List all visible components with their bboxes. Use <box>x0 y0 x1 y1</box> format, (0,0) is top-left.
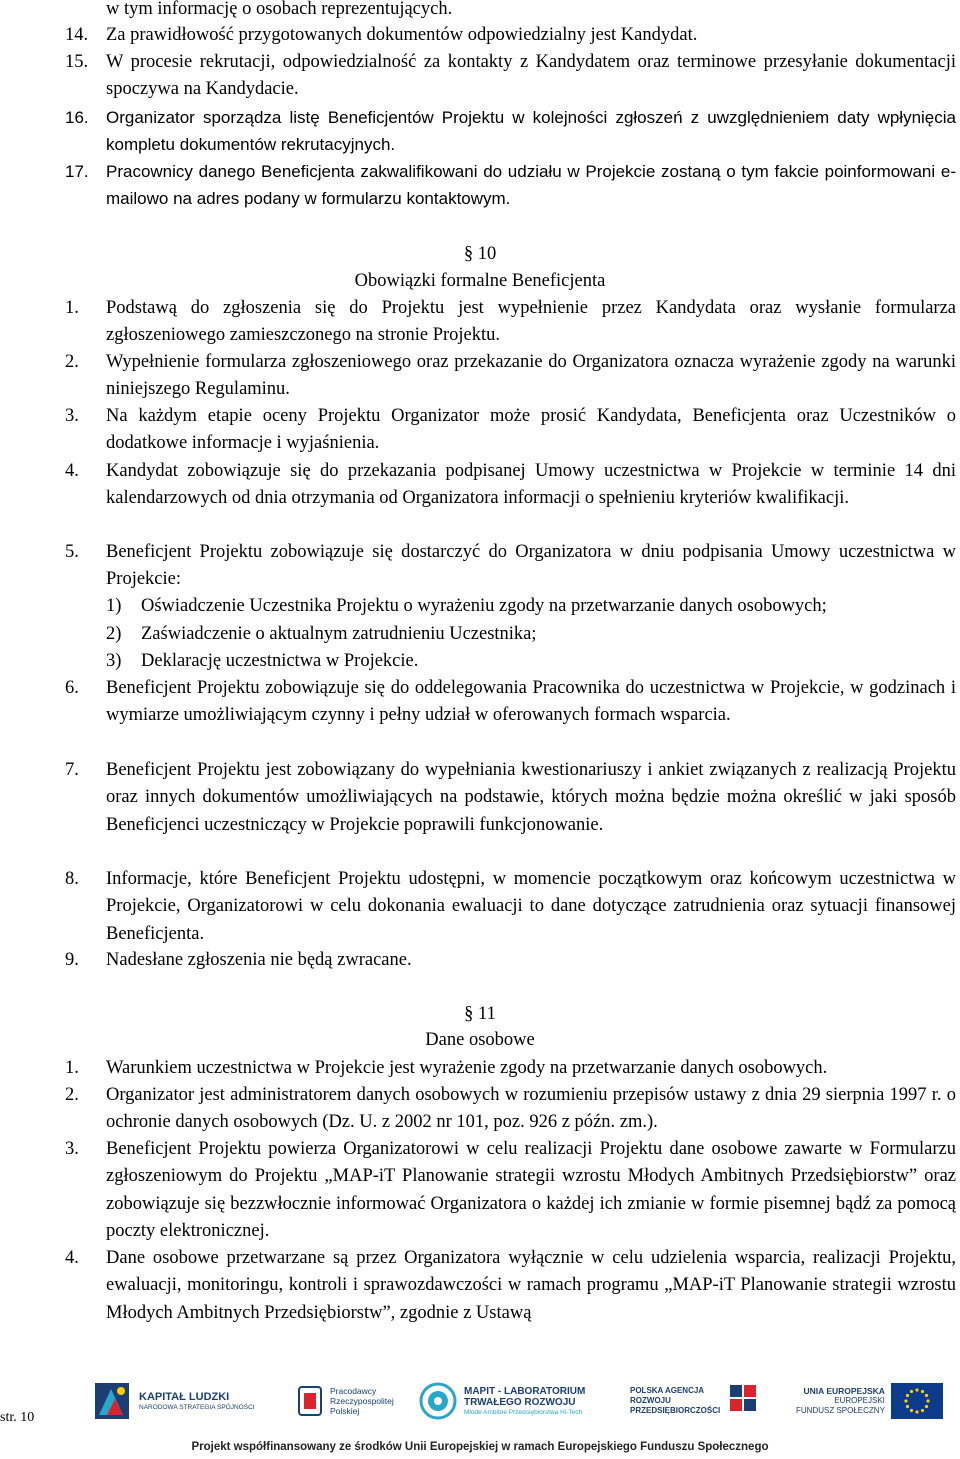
list-item <box>65 866 956 948</box>
eu-logo <box>796 1377 943 1425</box>
page-number: str. 10 <box>0 1410 35 1425</box>
parp-logo <box>630 1377 762 1425</box>
section-11-heading: § 11 <box>464 1004 496 1024</box>
list-text: Beneficjent Projektu powierza Organizatorowi w celu realizacji Projektu dane osobowe zawarte w Formularzu zgłoszeniowym do Projektu „MAP-iT Planowanie strategii wzrostu Młodych Ambitnych Przedsiębiorstw” oraz zobowiązuje się bezzwłocznie informować Organizatora o każdej ich zmianie w formie pisemnej bądź za pomocą poczty elektronicznej. <box>106 1139 956 1241</box>
list-item <box>65 158 956 213</box>
sub-list-number: 2) <box>106 624 122 644</box>
logo-line: Rzeczypospolitej <box>330 1396 394 1406</box>
list-number: 3. <box>65 406 79 426</box>
logo-line: PRZEDSIĘBIORCZOŚCI <box>630 1406 721 1415</box>
list-text: Beneficjent Projektu zobowiązuje się do oddelegowania Pracownika do uczestnictwa w Projekcie, w godzinach i wymiarze umożliwiającym czynny i pełny udział w oferowanych formach wsparcia. <box>106 678 956 726</box>
logo-line: MAPIT - LABORATORIUM <box>464 1385 586 1397</box>
list-text: Kandydat zobowiązuje się do przekazania podpisanej Umowy uczestnictwa w Projekcie w terminie 14 dni kalendarzowych od dnia otrzymania od Organizatora informacji o spełnieniu kryteriów kwalifikacji. <box>106 461 956 509</box>
list-text: Na każdym etapie oceny Projektu Organizator może prosić Kandydata, Beneficjenta oraz Uczestników o dodatkowe informacje i wyjaśnienia. <box>106 406 956 454</box>
list-item <box>65 1055 956 1082</box>
sub-list-item <box>106 648 956 675</box>
sub-list-text: Oświadczenie Uczestnika Projektu o wyrażeniu zgody na przetwarzanie danych osobowych; <box>141 596 827 616</box>
logo-line: TRWAŁEGO ROZWOJU <box>464 1396 576 1408</box>
pracodawcy-rp-logo <box>296 1377 394 1425</box>
logo-line: Młode Ambitne Przedsiębiorstwa Hi-Tech <box>464 1408 583 1416</box>
list-text: Pracownicy danego Beneficjenta zakwalifikowani do udziału w Projekcie zostaną o tym fakcie poinformowani e-mailowo na adres podany w formularzu kontaktowym. <box>106 162 956 209</box>
list-item <box>65 104 956 159</box>
list-text: Nadesłane zgłoszenia nie będą zwracane. <box>106 950 412 970</box>
list-item <box>65 1082 956 1137</box>
list-item <box>65 403 956 458</box>
list-item <box>65 458 956 513</box>
kapital-ludzki-emblem-icon <box>93 1379 133 1423</box>
logo-line: POLSKA AGENCJA <box>630 1386 705 1395</box>
list-number: 14. <box>65 25 89 45</box>
section-10-title: Obowiązki formalne Beneficjenta <box>354 271 606 291</box>
list-text: Informacje, które Beneficjent Projektu udostępni, w momencie początkowym oraz końcowym uczestnictwa w Projekcie, Organizatorowi w celu dokonania ewaluacji to dane dotyczące zatrudnienia oraz sytuacji finansowej Beneficjenta. <box>106 869 956 944</box>
list-item <box>65 349 956 404</box>
list-number: 8. <box>65 869 79 889</box>
sub-list-item <box>106 621 956 648</box>
list-text: Za prawidłowość przygotowanych dokumentów odpowiedzialny jest Kandydat. <box>106 25 698 45</box>
list-number: 17. <box>65 162 89 181</box>
section-10-heading: § 10 <box>463 244 497 264</box>
list-item <box>65 757 956 839</box>
logo-line: UNIA EUROPEJSKA <box>803 1386 885 1396</box>
sub-list-text: Deklarację uczestnictwa w Projekcie. <box>141 651 419 671</box>
logo-line: ROZWOJU <box>630 1396 671 1405</box>
continuation-line <box>106 0 960 23</box>
list-text: Dane osobowe przetwarzane są przez Organizatora wyłącznie w celu udzielenia wsparcia, realizacji Projektu, ewaluacji, monitoringu, kontroli i sprawozdawczości w ramach programu „MAP-iT Planowanie strategii wzrostu Młodych Ambitnych Przedsiębiorstw”, zgodnie z Ustawą <box>106 1248 956 1323</box>
logo-line: KAPITAŁ LUDZKI <box>139 1390 230 1403</box>
list-number: 5. <box>65 542 79 562</box>
list-item <box>65 22 956 49</box>
logo-line: FUNDUSZ SPOŁECZNY <box>796 1406 885 1415</box>
list-text: W procesie rekrutacji, odpowiedzialność za kontakty z Kandydatem oraz terminowe przesyłanie dokumentacji spoczywa na Kandydacie. <box>106 52 956 100</box>
list-text: Wypełnienie formularza zgłoszeniowego oraz przekazanie do Organizatora oznacza wyrażenie zgody na warunki niniejszego Regulaminu. <box>106 352 956 400</box>
logo-line: Polskiej <box>330 1406 360 1416</box>
list-number: 4. <box>65 461 79 481</box>
eu-flag-icon <box>891 1383 943 1419</box>
list-number: 6. <box>65 678 79 698</box>
list-number: 2. <box>65 1085 79 1105</box>
list-item <box>65 675 956 730</box>
list-text: Warunkiem uczestnictwa w Projekcie jest wyrażenie zgody na przetwarzanie danych osobowych. <box>106 1058 828 1078</box>
sub-list-text: Zaświadczenie o aktualnym zatrudnieniu Uczestnika; <box>141 624 537 644</box>
logo-line: NARODOWA STRATEGIA SPÓJNOŚCI <box>139 1403 255 1411</box>
list-number: 1. <box>65 1058 79 1078</box>
list-item <box>65 947 956 974</box>
section-11-title: Dane osobowe <box>425 1030 535 1050</box>
parp-emblem-icon <box>726 1381 762 1421</box>
list-item <box>65 539 956 594</box>
list-item <box>65 49 956 104</box>
list-number: 16. <box>65 108 89 127</box>
list-item <box>65 1245 956 1327</box>
list-text: Podstawą do zgłoszenia się do Projektu jest wypełnienie przez Kandydata oraz wysłanie formularza zgłoszeniowego zamieszczonego na stronie Projektu. <box>106 298 956 346</box>
paragraph-text: w tym informację o osobach reprezentujących. <box>106 0 453 19</box>
list-item <box>65 295 956 350</box>
list-number: 9. <box>65 950 79 970</box>
list-number: 4. <box>65 1248 79 1268</box>
list-number: 15. <box>65 52 89 72</box>
list-text: Beneficjent Projektu jest zobowiązany do wypełniania kwestionariuszy i ankiet związanych z realizacją Projektu oraz innych dokumentów umożliwiających na podstawie, których można będzie można określić w jaki sposób Beneficjenci uczestniczący w Projekcie poprawili funkcjonowanie. <box>106 760 956 835</box>
list-text: Organizator sporządza listę Beneficjentów Projektu w kolejności zgłoszeń z uwzględnieniem daty wpłynięcia kompletu dokumentów rekrutacyjnych. <box>106 108 956 155</box>
list-number: 7. <box>65 760 79 780</box>
sub-list-number: 1) <box>106 596 122 616</box>
logo-line: Pracodawcy <box>330 1386 377 1396</box>
list-number: 3. <box>65 1139 79 1159</box>
list-text: Beneficjent Projektu zobowiązuje się dostarczyć do Organizatora w dniu podpisania Umowy uczestnictwa w Projekcie: <box>106 542 956 590</box>
list-item <box>65 1136 956 1245</box>
mapit-logo <box>418 1377 585 1425</box>
kapital-ludzki-logo <box>93 1377 255 1425</box>
cofinancing-note: Projekt współfinansowany ze środków Unii Europejskiej w ramach Europejskiego Funduszu Społecznego <box>191 1441 769 1453</box>
list-number: 1. <box>65 298 79 318</box>
mapit-emblem-icon <box>418 1381 458 1421</box>
sub-list-item <box>106 593 956 620</box>
pracodawcy-emblem-icon <box>296 1381 326 1421</box>
list-text: Organizator jest administratorem danych osobowych w rozumieniu przepisów ustawy z dnia 29 sierpnia 1997 r. o ochronie danych osobowych (Dz. U. z 2002 nr 101, poz. 926 z późn. zm.). <box>106 1085 956 1133</box>
logo-line: EUROPEJSKI <box>834 1396 885 1405</box>
sub-list-number: 3) <box>106 651 122 671</box>
list-number: 2. <box>65 352 79 372</box>
